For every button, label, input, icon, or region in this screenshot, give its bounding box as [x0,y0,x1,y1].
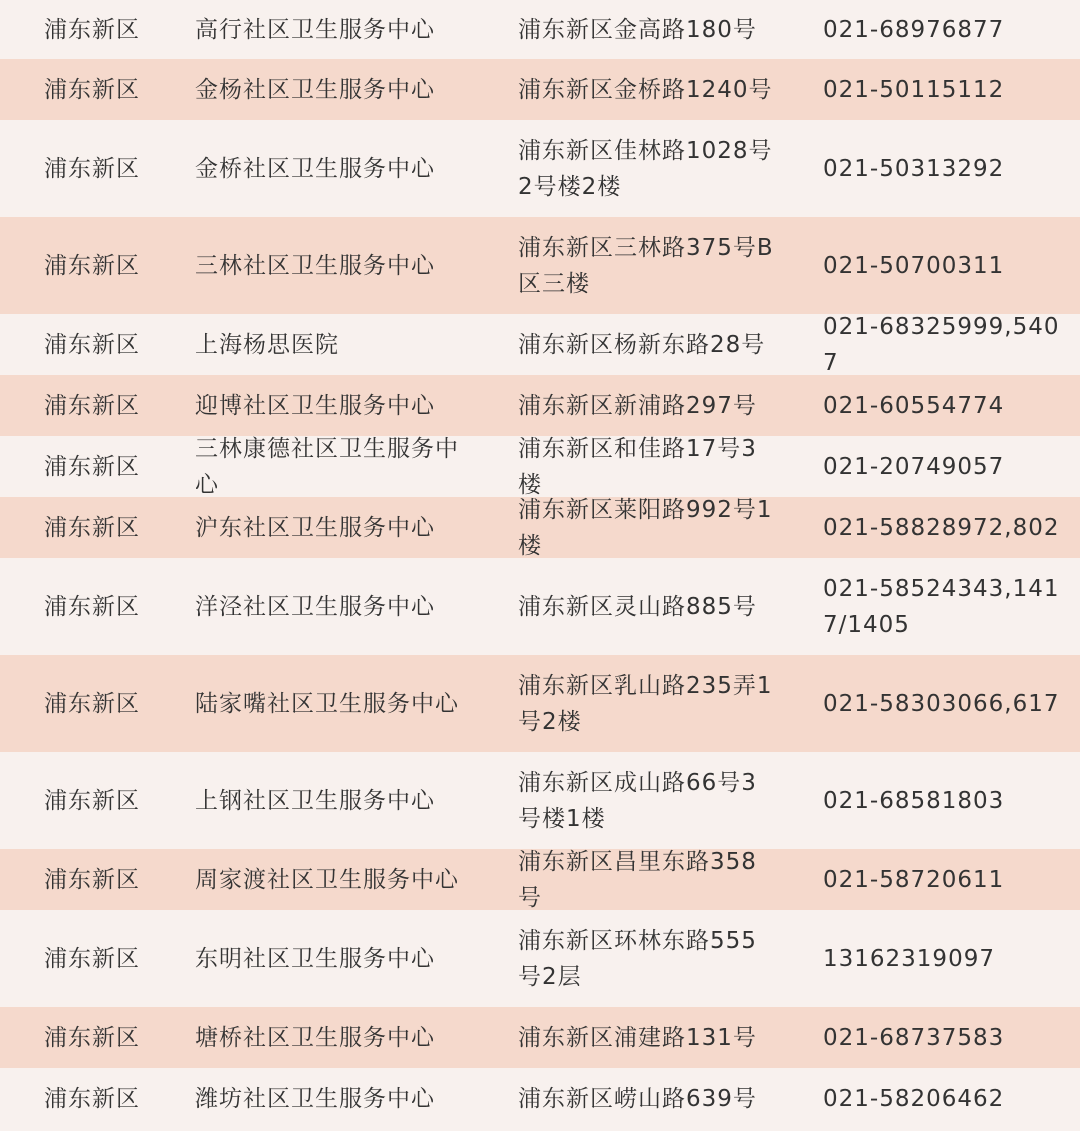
phone-cell: 021-58303066,617 [823,690,1060,717]
table-row [0,752,1080,849]
address-cell: 浦东新区成山路66号3号楼1楼 [518,769,757,832]
facility-name-cell: 周家渡社区卫生服务中心 [195,866,459,893]
table-row [0,849,1080,910]
address-cell: 浦东新区昌里东路358号 [518,848,757,911]
district-cell: 浦东新区 [44,155,140,182]
phone-cell: 021-68325999,5407 [823,313,1060,376]
address-cell: 浦东新区佳林路1028号2号楼2楼 [518,137,773,200]
district-cell: 浦东新区 [44,514,140,541]
phone-cell: 021-68581803 [823,787,1005,814]
table-row [0,436,1080,497]
address-cell: 浦东新区崂山路639号 [518,1085,757,1112]
facility-name-cell: 金桥社区卫生服务中心 [195,155,435,182]
table-row [0,314,1080,375]
phone-cell: 021-50700311 [823,252,1005,279]
table-row [0,497,1080,558]
district-cell: 浦东新区 [44,593,140,620]
address-cell: 浦东新区灵山路885号 [518,593,757,620]
district-cell: 浦东新区 [44,453,140,480]
facility-name-cell: 东明社区卫生服务中心 [195,945,435,972]
facility-name-cell: 陆家嘴社区卫生服务中心 [195,690,459,717]
table-row [0,120,1080,217]
address-cell: 浦东新区和佳路17号3楼 [518,435,757,498]
address-cell: 浦东新区乳山路235弄1号2楼 [518,672,773,735]
address-cell: 浦东新区新浦路297号 [518,392,757,419]
facility-name-cell: 三林康德社区卫生服务中心 [195,435,459,498]
facility-name-cell: 三林社区卫生服务中心 [195,252,435,279]
district-cell: 浦东新区 [44,76,140,103]
phone-cell: 021-50115112 [823,76,1005,103]
address-cell: 浦东新区金高路180号 [518,16,757,43]
facility-name-cell: 上海杨思医院 [195,331,339,358]
phone-cell: 021-50313292 [823,155,1005,182]
phone-cell: 021-20749057 [823,453,1005,480]
district-cell: 浦东新区 [44,1085,140,1112]
table-row [0,217,1080,314]
district-cell: 浦东新区 [44,945,140,972]
phone-cell: 13162319097 [823,945,995,972]
address-cell: 浦东新区浦建路131号 [518,1024,757,1051]
address-cell: 浦东新区三林路375号B区三楼 [518,234,774,297]
address-cell: 浦东新区环林东路555号2层 [518,927,757,990]
table-row [0,375,1080,436]
address-cell: 浦东新区杨新东路28号 [518,331,766,358]
district-cell: 浦东新区 [44,16,140,43]
phone-cell: 021-58828972,802 [823,514,1060,541]
facility-name-cell: 洋泾社区卫生服务中心 [195,593,435,620]
phone-cell: 021-68976877 [823,16,1005,43]
address-cell: 浦东新区金桥路1240号 [518,76,773,103]
facility-name-cell: 潍坊社区卫生服务中心 [195,1085,435,1112]
table-row [0,558,1080,655]
facility-name-cell: 高行社区卫生服务中心 [195,16,435,43]
phone-cell: 021-58524343,1417/1405 [823,575,1060,638]
district-cell: 浦东新区 [44,252,140,279]
facility-name-cell: 塘桥社区卫生服务中心 [195,1024,435,1051]
facility-name-cell: 上钢社区卫生服务中心 [195,787,435,814]
district-cell: 浦东新区 [44,1024,140,1051]
table-row [0,910,1080,1007]
table-row [0,1068,1080,1129]
table-row [0,0,1080,59]
district-cell: 浦东新区 [44,392,140,419]
phone-cell: 021-60554774 [823,392,1005,419]
district-cell: 浦东新区 [44,690,140,717]
table-row [0,655,1080,752]
facility-name-cell: 沪东社区卫生服务中心 [195,514,435,541]
phone-cell: 021-58206462 [823,1085,1005,1112]
district-cell: 浦东新区 [44,331,140,358]
phone-cell: 021-58720611 [823,866,1005,893]
table-row [0,59,1080,120]
address-cell: 浦东新区莱阳路992号1楼 [518,496,773,559]
facility-name-cell: 金杨社区卫生服务中心 [195,76,435,103]
facility-name-cell: 迎博社区卫生服务中心 [195,392,435,419]
district-cell: 浦东新区 [44,787,140,814]
district-cell: 浦东新区 [44,866,140,893]
phone-cell: 021-68737583 [823,1024,1005,1051]
table-row [0,1007,1080,1068]
